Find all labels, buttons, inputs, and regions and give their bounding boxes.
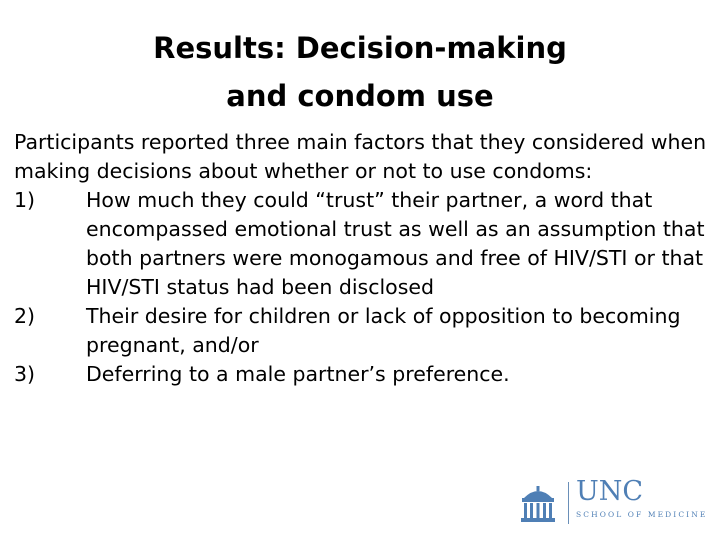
list-item-number: 1) (14, 188, 36, 212)
slide-title (0, 24, 720, 120)
list-item (14, 186, 714, 302)
list-item-number: 3) (14, 362, 36, 386)
list-item-text: Deferring to a male partner’s preference. (86, 362, 510, 386)
logo-subtitle: SCHOOL OF MEDICINE (576, 510, 708, 519)
slide-title-line-2: and condom use (226, 79, 494, 113)
logo-wordmark: UNC (576, 476, 644, 507)
old-well-icon (518, 484, 558, 524)
list-item (14, 360, 714, 389)
list-item-text: How much they could “trust” their partner, a word that encompassed emotional trust as well as an assumption that both partners were monogamous and free of HIV/STI or that HIV/STI status had been disclosed (86, 188, 705, 299)
list-item-number: 2) (14, 304, 36, 328)
list-item (14, 302, 714, 360)
intro-text: Participants reported three main factors that they considered when making decisions about whether or not to use condoms: (14, 130, 707, 183)
unc-logo (518, 476, 708, 526)
factor-list (14, 186, 714, 389)
list-item-text: Their desire for children or lack of opposition to becoming pregnant, and/or (86, 304, 681, 357)
slide-title-line-1: Results: Decision-making (153, 31, 567, 65)
slide-body (14, 128, 714, 389)
logo-divider (568, 482, 569, 524)
